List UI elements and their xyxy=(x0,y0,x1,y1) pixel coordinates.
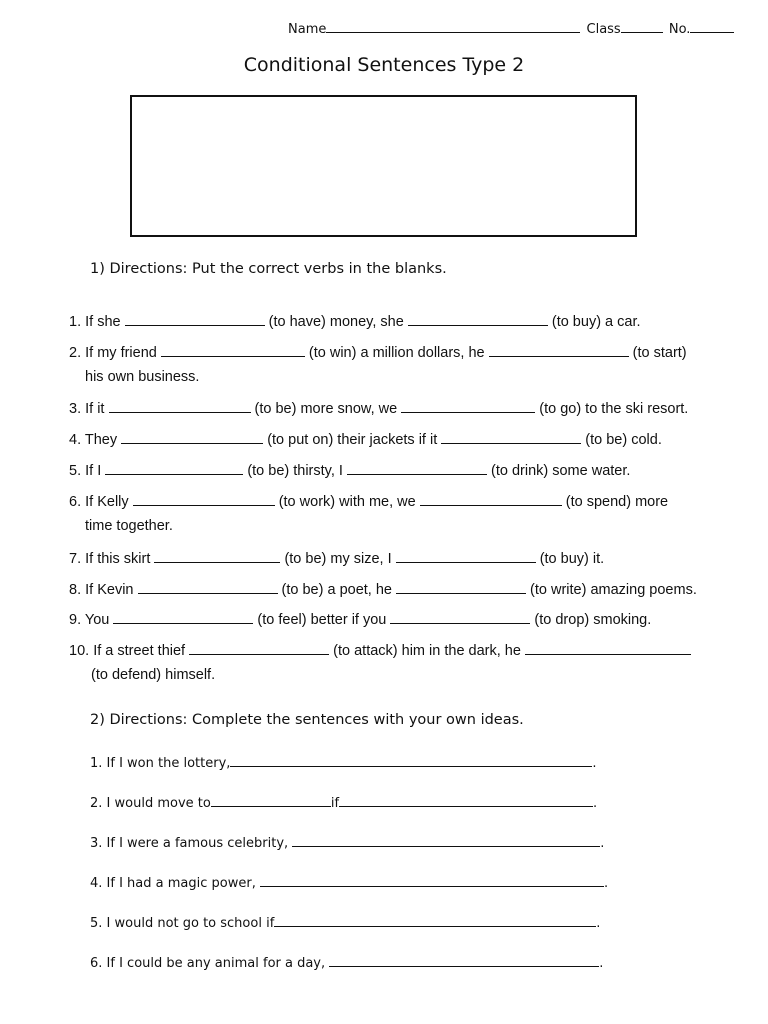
exercise-item-5: 5. If I (to be) thirsty, I (to drink) some water. xyxy=(69,463,631,479)
answer-blank[interactable] xyxy=(161,343,305,357)
answer-blank[interactable] xyxy=(396,580,526,594)
exercise-item-9: 9. You (to feel) better if you (to drop) smoking. xyxy=(69,612,652,628)
answer-blank[interactable] xyxy=(121,430,263,444)
answer-blank[interactable] xyxy=(274,915,596,927)
page-title: Conditional Sentences Type 2 xyxy=(243,54,525,76)
answer-blank[interactable] xyxy=(189,641,329,655)
name-class-header xyxy=(288,20,734,37)
exercise-item-8: 8. If Kevin (to be) a poet, he (to write) amazing poems. xyxy=(69,582,697,598)
answer-blank[interactable] xyxy=(420,492,562,506)
answer-blank[interactable] xyxy=(441,430,581,444)
exercise-item-10: 10. If a street thief (to attack) him in the dark, he (to defend) himself. xyxy=(69,641,691,659)
exercise-item-3: 3. If it (to be) more snow, we (to go) to the ski resort. xyxy=(69,401,689,417)
answer-blank[interactable] xyxy=(401,399,535,413)
answer-blank[interactable] xyxy=(211,795,331,807)
answer-blank[interactable] xyxy=(109,399,251,413)
answer-blank[interactable] xyxy=(489,343,629,357)
empty-box[interactable] xyxy=(130,95,637,237)
answer-blank[interactable] xyxy=(292,835,600,847)
name-label: Name xyxy=(288,22,327,37)
class-label: Class xyxy=(586,22,621,37)
own-idea-item-6: 6. If I could be any animal for a day, . xyxy=(90,956,604,971)
class-blank[interactable] xyxy=(621,20,663,33)
exercise-item-7: 7. If this skirt (to be) my size, I (to buy) it. xyxy=(69,551,605,567)
no-blank[interactable] xyxy=(690,20,734,33)
answer-blank[interactable] xyxy=(339,795,593,807)
name-blank[interactable] xyxy=(326,20,580,33)
answer-blank[interactable] xyxy=(260,875,604,887)
answer-blank[interactable] xyxy=(329,955,599,967)
own-idea-item-2: 2. I would move to if . xyxy=(90,796,598,811)
exercise-item-2: 2. If my friend (to win) a million dollars, he (to start) his own business. xyxy=(69,345,687,385)
answer-blank[interactable] xyxy=(125,312,265,326)
answer-blank[interactable] xyxy=(133,492,275,506)
exercise-item-1: 1. If she (to have) money, she (to buy) a car. xyxy=(69,314,641,330)
own-idea-item-3: 3. If I were a famous celebrity, . xyxy=(90,836,605,851)
own-idea-item-1: 1. If I won the lottery, . xyxy=(90,756,597,771)
own-idea-item-4: 4. If I had a magic power, . xyxy=(90,876,609,891)
part2-directions: 2) Directions: Complete the sentences with your own ideas. xyxy=(90,712,524,728)
exercise-item-4: 4. They (to put on) their jackets if it (to be) cold. xyxy=(69,432,662,448)
answer-blank[interactable] xyxy=(347,461,487,475)
answer-blank[interactable] xyxy=(113,610,253,624)
answer-blank[interactable] xyxy=(138,580,278,594)
answer-blank[interactable] xyxy=(154,549,280,563)
answer-blank[interactable] xyxy=(390,610,530,624)
own-idea-item-5: 5. I would not go to school if . xyxy=(90,916,601,931)
no-label: No. xyxy=(668,22,691,37)
answer-blank[interactable] xyxy=(105,461,243,475)
answer-blank[interactable] xyxy=(408,312,548,326)
part1-directions: 1) Directions: Put the correct verbs in the blanks. xyxy=(90,261,447,277)
answer-blank[interactable] xyxy=(230,755,592,767)
answer-blank[interactable] xyxy=(525,641,691,655)
exercise-item-6: 6. If Kelly (to work) with me, we (to spend) more time together. xyxy=(69,494,669,534)
answer-blank[interactable] xyxy=(396,549,536,563)
